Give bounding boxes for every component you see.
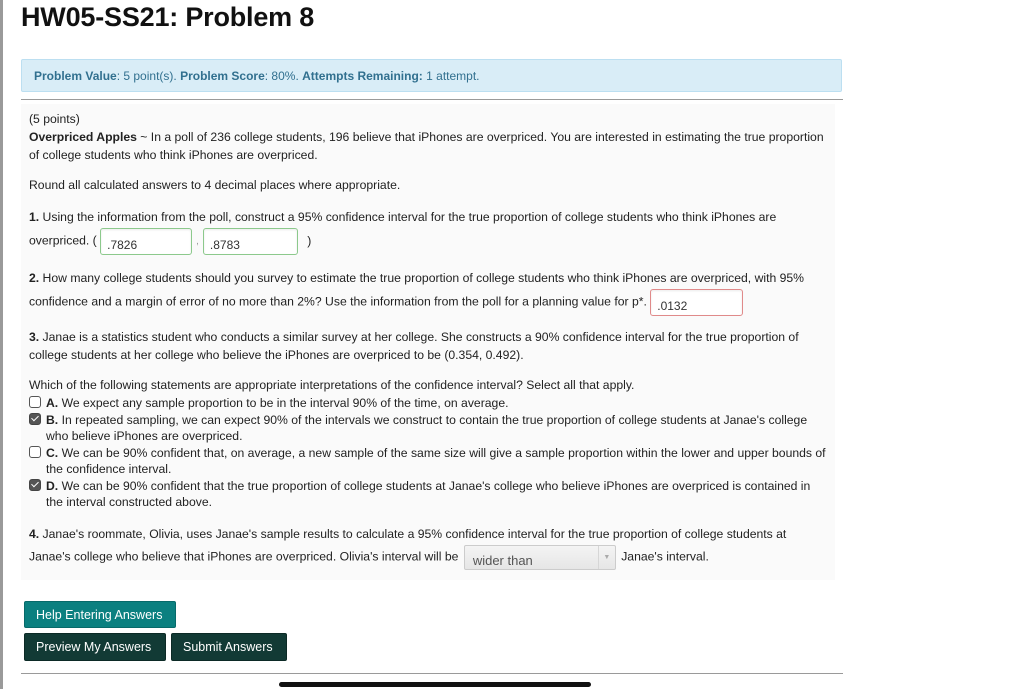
choice-b-letter: B. — [46, 413, 59, 427]
problem-score-label: Problem Score — [180, 69, 265, 83]
window-left-edge — [0, 0, 3, 689]
q4-after-text: Janae's interval. — [621, 549, 709, 564]
preview-answers-button[interactable]: Preview My Answers — [24, 633, 166, 661]
q3-number: 3. — [29, 330, 40, 344]
choice-c-text: We can be 90% confident that, on average, a new sample of the same size will give a sample proportion within the lower and upper bounds of the confidence interval. — [46, 446, 826, 476]
q1-upper-bound-input[interactable]: .8783 — [203, 228, 298, 255]
problem-value-text: : 5 point(s). — [116, 69, 181, 83]
q1-text: Using the information from the poll, construct a 95% confidence interval for the true proportion of college students who think iPhones are overpriced. ( — [29, 210, 777, 248]
question-1 — [29, 206, 827, 255]
help-entering-answers-button[interactable]: Help Entering Answers — [24, 601, 176, 628]
q4-text: Janae's roommate, Olivia, uses Janae's sample results to calculate a 95% confidence interval for the true proportion of college students at Janae's college who believe that iPhones are overpriced. Olivia's interval will be — [29, 527, 787, 564]
bottom-divider — [21, 673, 843, 674]
question-2 — [29, 267, 827, 316]
choice-a-letter: A. — [46, 396, 59, 410]
problem-body — [21, 104, 835, 580]
question-4 — [29, 523, 827, 570]
choice-c-checkbox[interactable] — [29, 446, 41, 458]
choice-b-text: In repeated sampling, we can expect 90% of the intervals we construct to contain the true proportion of college students at Janae's college who believe iPhones are overpriced. — [46, 413, 808, 443]
problem-score-text: : 80%. — [264, 69, 303, 83]
problem-value-label: Problem Value — [34, 69, 117, 83]
q2-sample-size-input[interactable]: .0132 — [650, 289, 743, 316]
problem-title: Overpriced Apples — [29, 130, 137, 144]
choice-c-letter: C. — [46, 446, 59, 460]
q1-separator: , — [196, 235, 199, 247]
submit-answers-button[interactable]: Submit Answers — [171, 633, 287, 661]
choice-a-text: We expect any sample proportion to be in the interval 90% of the time, on average. — [58, 396, 509, 410]
choice-b-checkbox[interactable] — [29, 413, 41, 425]
chevron-down-icon: ▼ — [598, 546, 615, 569]
problem-intro-text: ~ In a poll of 236 college students, 196 believe that iPhones are overpriced. You are interested in estimating the true proportion of college students who think iPhones are overpriced. — [29, 130, 824, 162]
q4-selected-value: wider than — [472, 553, 533, 568]
q3-text: Janae is a statistics student who conducts a similar survey at her college. She constructs a 90% confidence interval for the true proportion of college students at her college who believe the iPhones are overpriced to be (0.354, 0.492). — [29, 330, 799, 362]
choice-a[interactable] — [29, 395, 827, 411]
attempts-text: 1 attempt. — [422, 69, 480, 83]
choice-c[interactable] — [29, 445, 827, 477]
q1-close-paren: ) — [307, 233, 312, 248]
q3-prompt: Which of the following statements are appropriate interpretations of the confidence interval? Select all that apply. — [29, 378, 635, 392]
q2-text: How many college students should you survey to estimate the true proportion of college students who think iPhones are overpriced, with 95% confidence and a margin of error of no more than 2%? Use the information from the poll for a planning value for p*. — [29, 271, 805, 309]
choice-d[interactable] — [29, 478, 827, 510]
q1-number: 1. — [29, 210, 40, 224]
question-3 — [29, 328, 827, 364]
q2-number: 2. — [29, 271, 40, 285]
problem-intro — [29, 128, 827, 164]
top-divider — [21, 99, 843, 100]
choice-a-checkbox[interactable] — [29, 396, 41, 408]
home-indicator-bar — [279, 682, 591, 687]
attempts-label: Attempts Remaining: — [302, 69, 423, 83]
choice-d-checkbox[interactable] — [29, 479, 41, 491]
page-title: HW05-SS21: Problem 8 — [21, 2, 315, 32]
problem-points: (5 points) — [29, 112, 80, 126]
q4-comparison-select[interactable] — [464, 545, 616, 570]
q4-number: 4. — [29, 527, 40, 541]
choice-d-text: We can be 90% confident that the true proportion of college students at Janae's college who believe iPhones are overpriced is contained in the interval constructed above. — [46, 479, 811, 509]
problem-info-bar — [21, 59, 842, 92]
choice-b[interactable] — [29, 412, 827, 444]
choice-d-letter: D. — [46, 479, 59, 493]
round-note: Round all calculated answers to 4 decimal places where appropriate. — [29, 178, 401, 192]
q1-lower-bound-input[interactable]: .7826 — [100, 228, 192, 255]
